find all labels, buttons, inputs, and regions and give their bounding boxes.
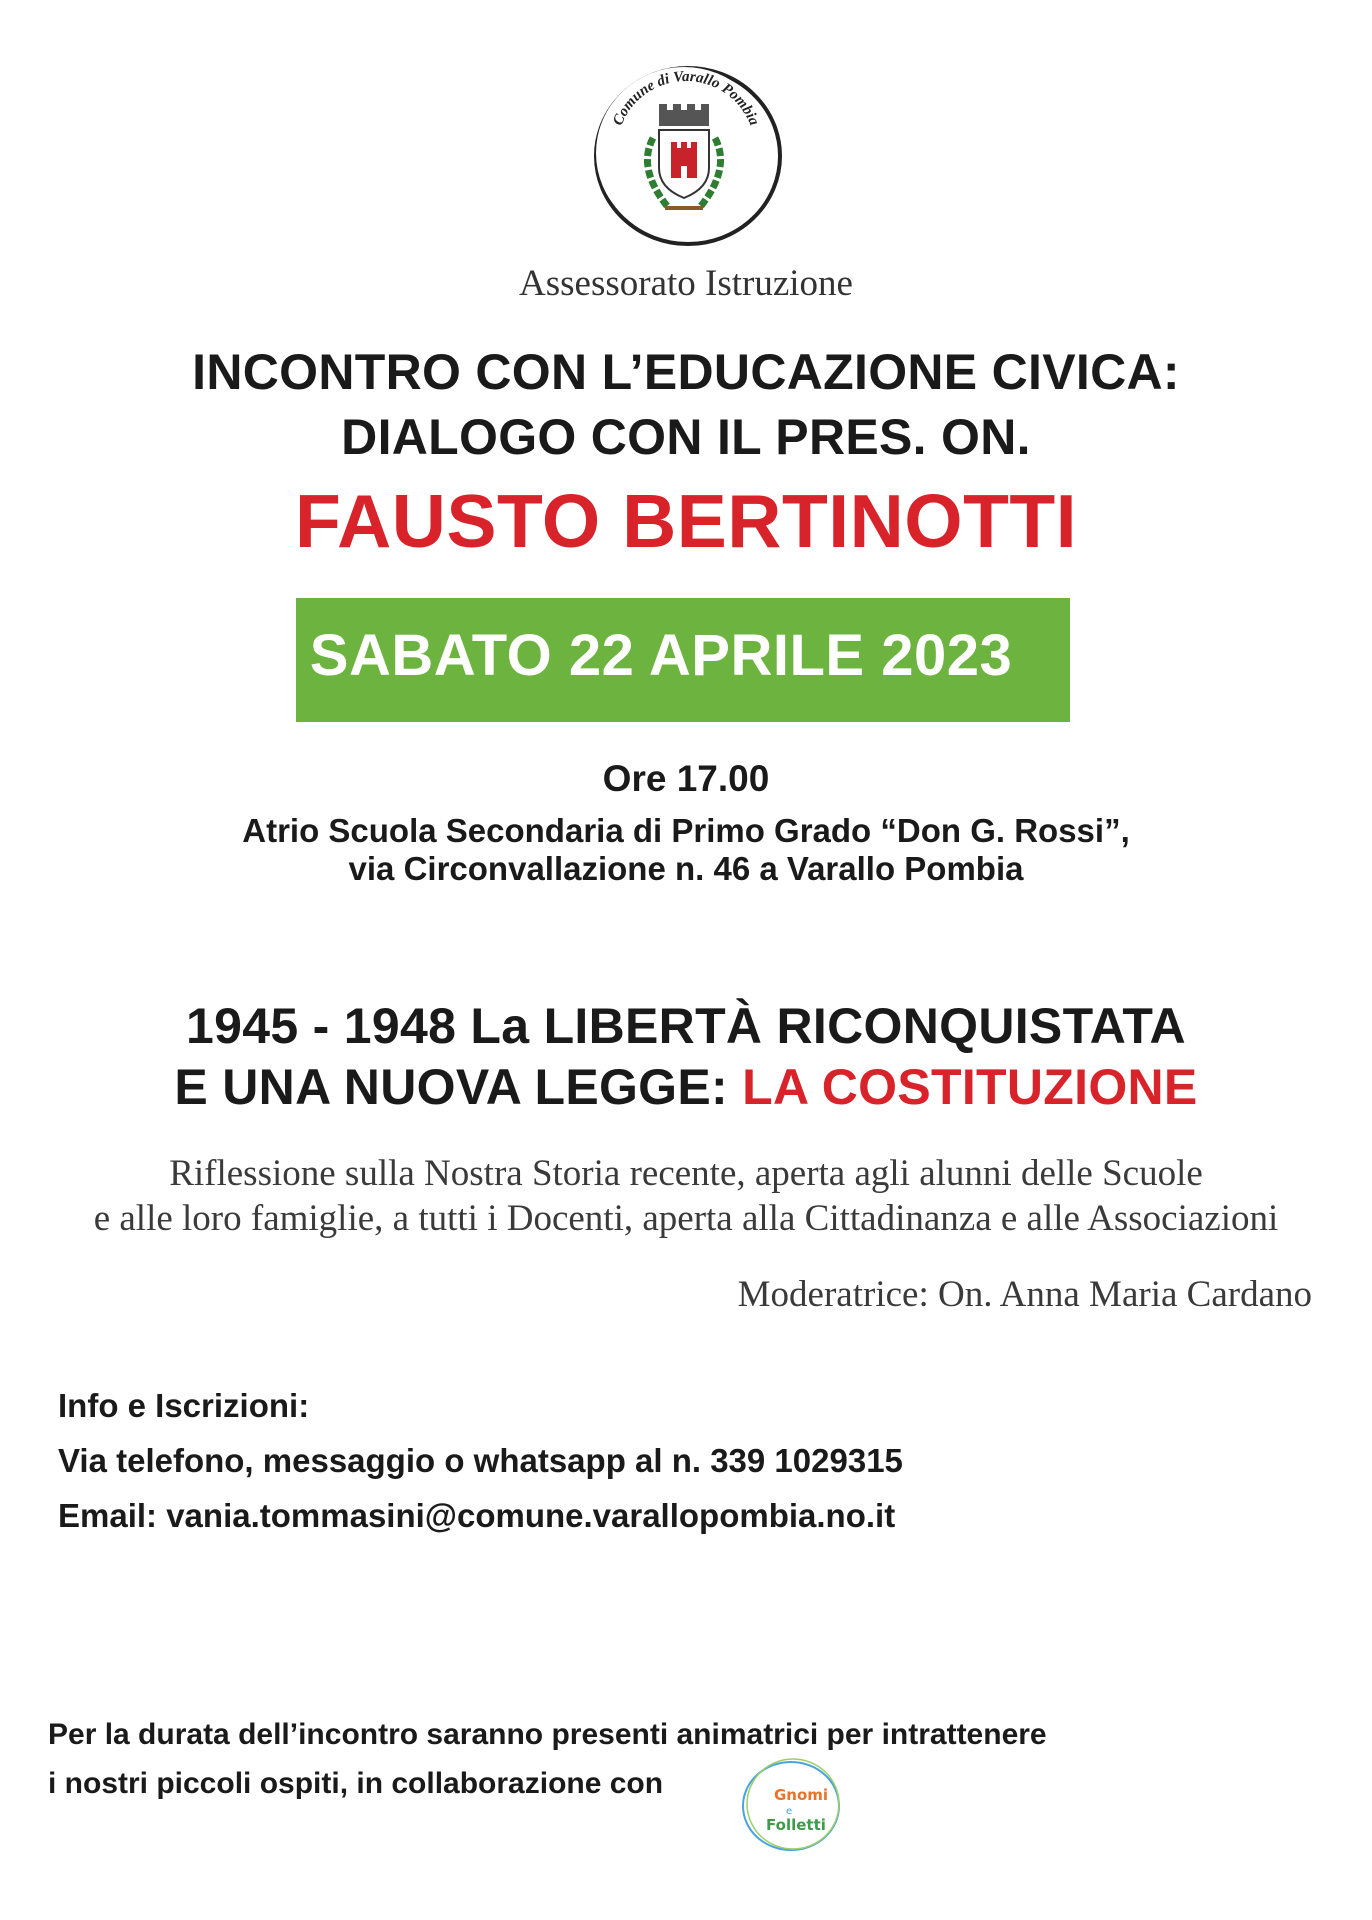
event-date: SABATO 22 APRILE 2023: [309, 623, 1013, 688]
footer-line-1: Per la durata dell’incontro saranno presenti animatrici per intrattenere: [48, 1718, 1047, 1751]
svg-text:Comune di Varallo Pombia: Comune di Varallo Pombia: [610, 68, 762, 128]
partner-logo: [736, 1756, 846, 1856]
info-title: Info e Iscrizioni:: [58, 1387, 310, 1424]
svg-text:Folletti: Folletti: [766, 1816, 826, 1834]
venue-line-2: via Circonvallazione n. 46 a Varallo Pombia: [348, 850, 1024, 887]
moderator: Moderatrice: On. Anna Maria Cardano: [737, 1274, 1312, 1315]
municipal-logo: [587, 58, 787, 248]
speaker-name: FAUSTO BERTINOTTI: [294, 479, 1078, 563]
topic-line-2: [0, 1058, 1372, 1116]
event-time: Ore 17.00: [602, 758, 770, 799]
venue-line-1: Atrio Scuola Secondaria di Primo Grado “Don G. Rossi”,: [242, 812, 1130, 849]
svg-text:Gnomi: Gnomi: [774, 1786, 829, 1804]
description-line-2: e alle loro famiglie, a tutti i Docenti, aperta alla Cittadinanza e alle Associazioni: [93, 1198, 1279, 1239]
topic-line-1: 1945 - 1948 La LIBERTÀ RICONQUISTATA: [186, 998, 1186, 1054]
info-phone: Via telefono, messaggio o whatsapp al n. 339 1029315: [58, 1442, 903, 1479]
title-line-1: INCONTRO CON L’EDUCAZIONE CIVICA:: [192, 344, 1180, 400]
gnomi-e-folletti-logo-icon: [736, 1756, 846, 1856]
topic-highlight: LA COSTITUZIONE: [742, 1059, 1198, 1115]
footer-line-2: i nostri piccoli ospiti, in collaborazione con: [48, 1767, 664, 1800]
description-line-1: Riflessione sulla Nostra Storia recente, aperta agli alunni delle Scuole: [169, 1153, 1203, 1194]
svg-text:e: e: [786, 1806, 793, 1817]
coat-of-arms-icon: [587, 58, 787, 248]
title-line-2: DIALOGO CON IL PRES. ON.: [341, 409, 1031, 465]
info-email: Email: vania.tommasini@comune.varallopombia.no.it: [58, 1497, 896, 1534]
office-name: Assessorato Istruzione: [519, 263, 853, 304]
topic-line-2-prefix: E UNA NUOVA LEGGE:: [174, 1059, 743, 1115]
